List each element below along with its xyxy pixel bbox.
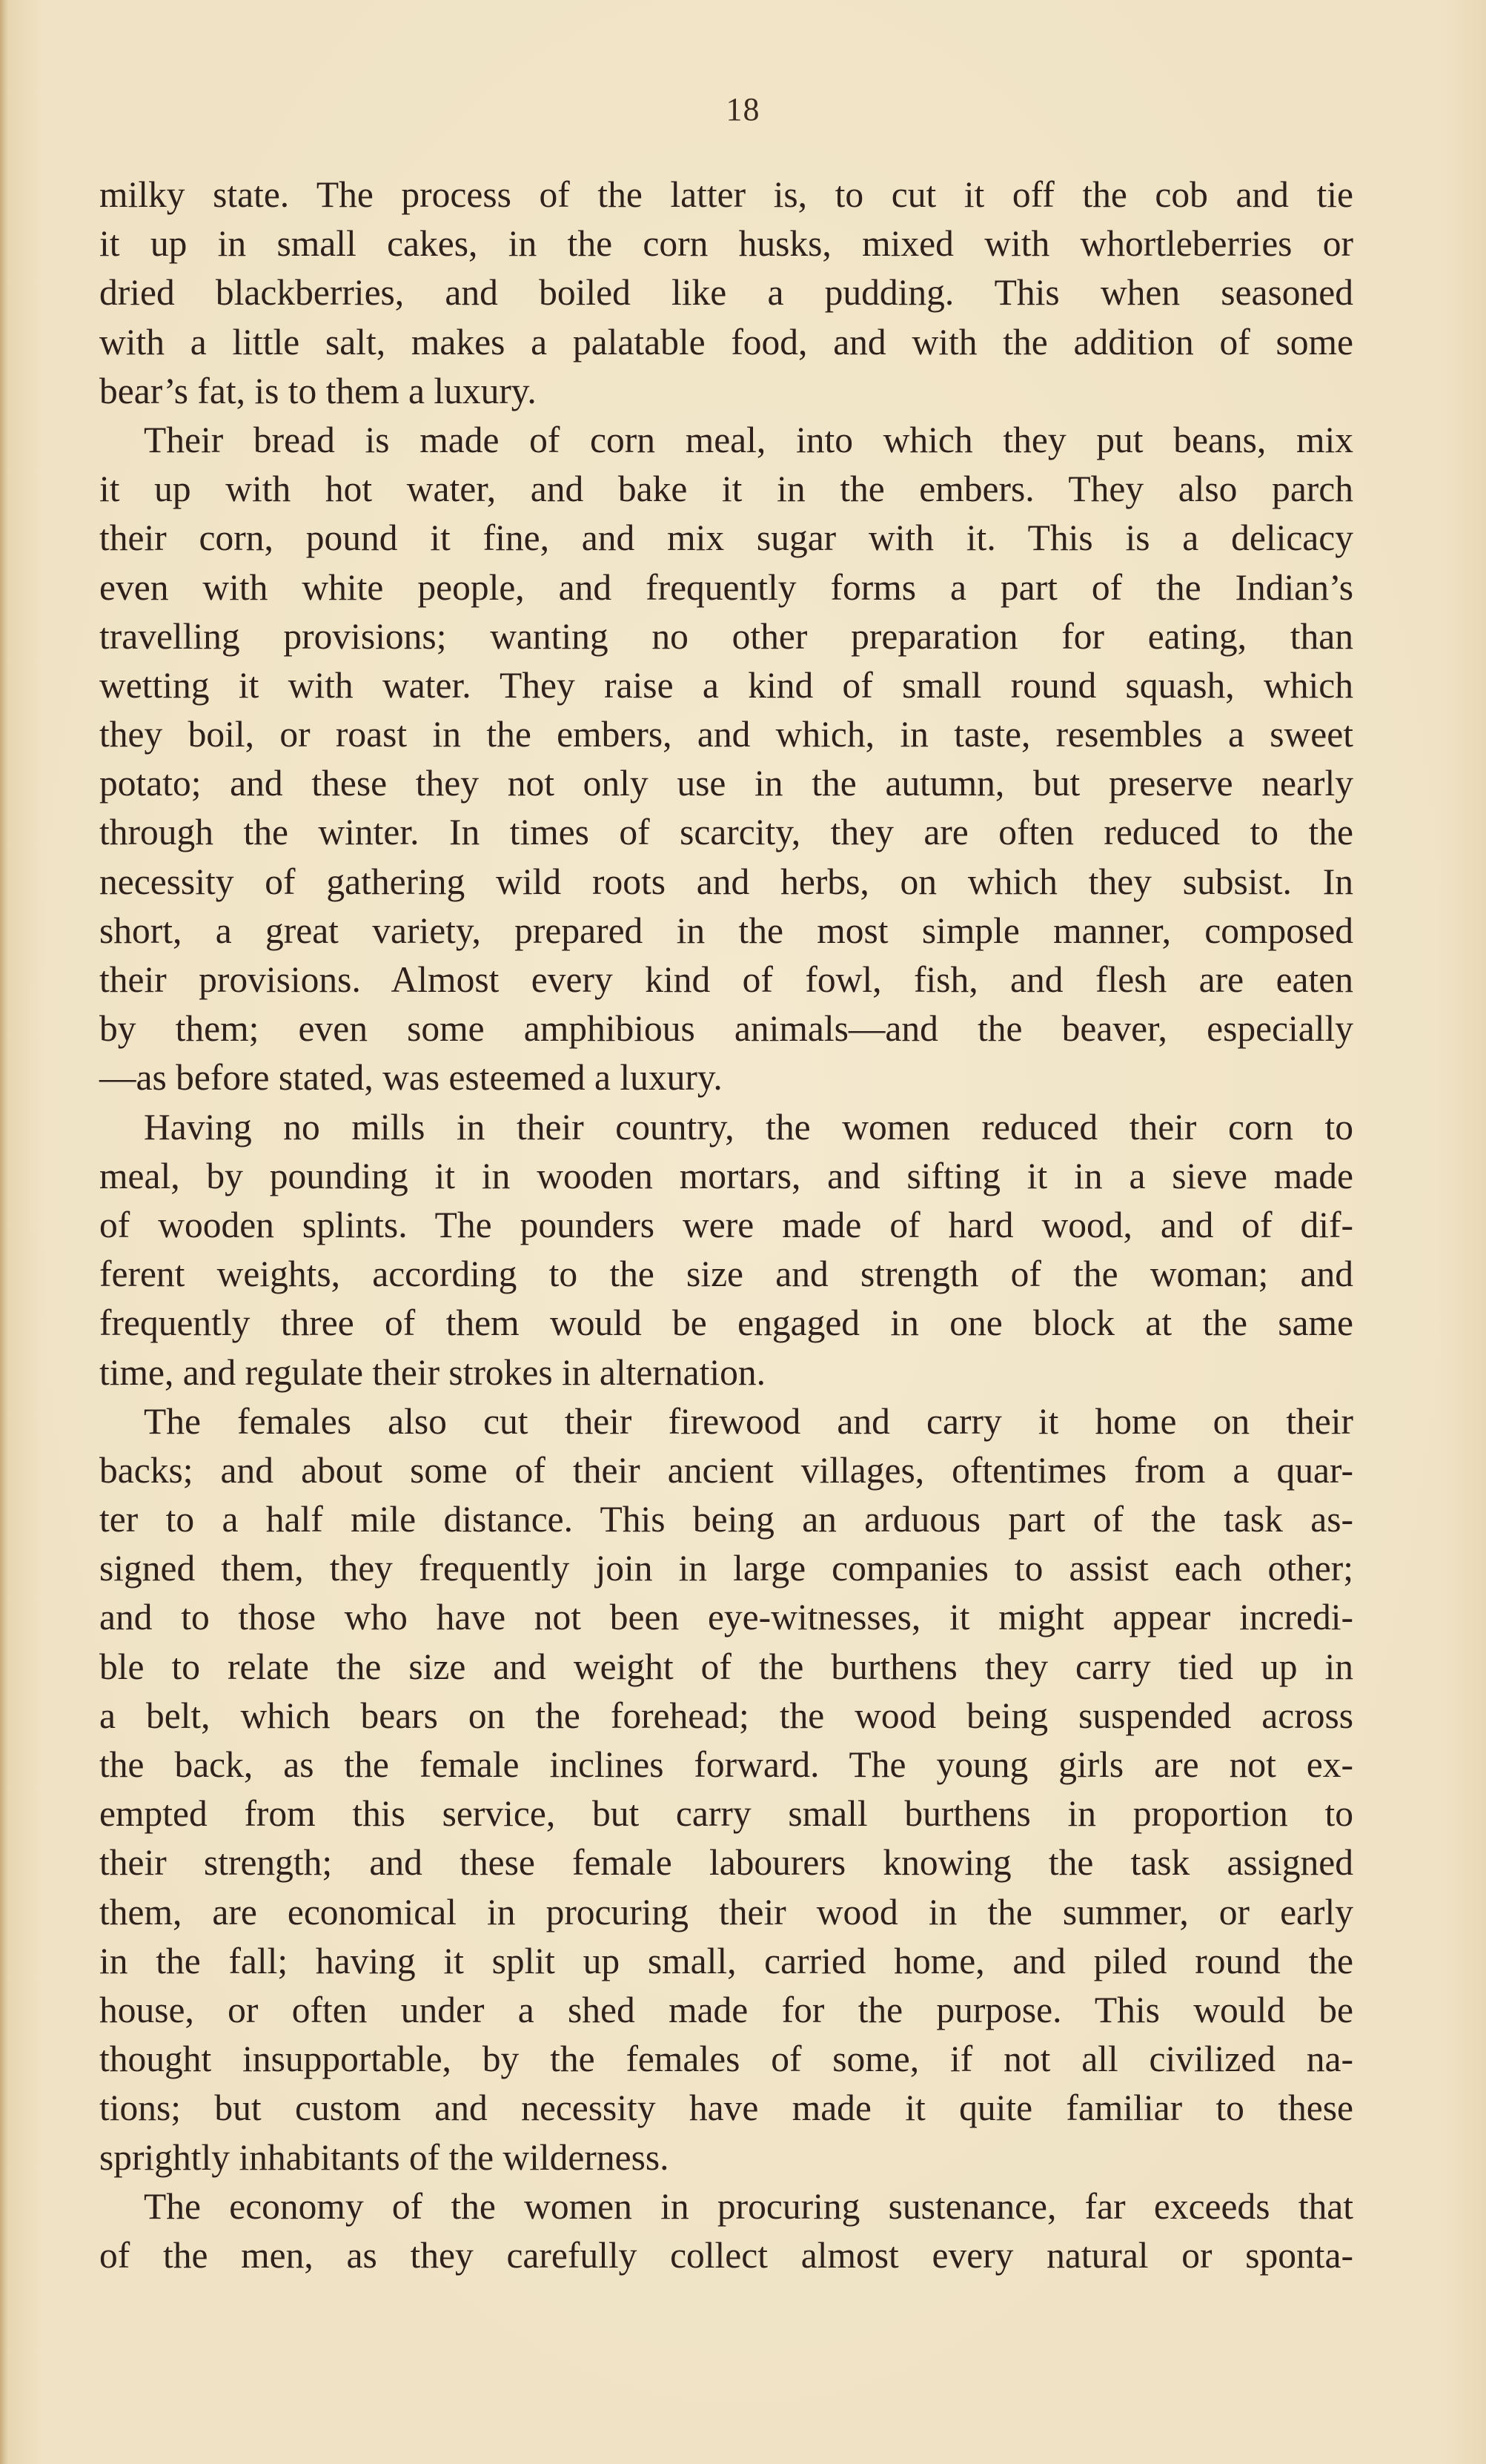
text-line: signed them, they frequently join in large companies to assist each other; <box>99 1548 1353 1589</box>
text-line: tions; but custom and necessity have made it quite familiar to these <box>99 2087 1353 2129</box>
text-line: of wooden splints. The pounders were made of hard wood, and of dif- <box>99 1204 1353 1245</box>
body-text <box>99 170 1353 2280</box>
text-line: thought insupportable, by the females of some, if not all civilized na- <box>99 2039 1353 2080</box>
text-line: necessity of gathering wild roots and herbs, on which they subsist. In <box>99 861 1353 902</box>
text-line: by them; even some amphibious animals—and the beaver, especially <box>99 1008 1353 1050</box>
text-line: wetting it with water. They raise a kind of small round squash, which <box>99 664 1353 706</box>
text-line: —as before stated, was esteemed a luxury. <box>99 1057 723 1099</box>
text-line: empted from this service, but carry small burthens in proportion to <box>99 1793 1353 1835</box>
text-line: The economy of the women in procuring sustenance, far exceeds that <box>144 2185 1353 2227</box>
text-line: a belt, which bears on the forehead; the wood being suspended across <box>99 1695 1353 1736</box>
text-line: the back, as the female inclines forward. The young girls are not ex- <box>99 1744 1353 1785</box>
text-line: they boil, or roast in the embers, and which, in taste, resembles a sweet <box>99 714 1353 755</box>
text-line: milky state. The process of the latter is, to cut it off the cob and tie <box>99 174 1353 215</box>
text-line: bear’s fat, is to them a luxury. <box>99 370 537 411</box>
text-line: ble to relate the size and weight of the burthens they carry tied up in <box>99 1646 1353 1687</box>
text-line: sprightly inhabitants of the wilderness. <box>99 2136 669 2178</box>
text-line: them, are economical in procuring their wood in the summer, or early <box>99 1891 1353 1933</box>
text-line: Having no mills in their country, the women reduced their corn to <box>144 1106 1353 1147</box>
text-line: house, or often under a shed made for the purpose. This would be <box>99 1989 1353 2030</box>
text-line: short, a great variety, prepared in the most simple manner, composed <box>99 910 1353 951</box>
text-line: and to those who have not been eye-witnesses, it might appear incredi- <box>99 1597 1353 1638</box>
text-line: ter to a half mile distance. This being an arduous part of the task as- <box>99 1499 1353 1540</box>
text-line: through the winter. In times of scarcity, they are often reduced to the <box>99 812 1353 853</box>
text-line: their provisions. Almost every kind of fowl, fish, and flesh are eaten <box>99 959 1353 1000</box>
text-line: their strength; and these female labourers knowing the task assigned <box>99 1842 1353 1884</box>
binding-edge <box>0 0 7 2464</box>
text-line: backs; and about some of their ancient villages, oftentimes from a quar- <box>99 1449 1353 1491</box>
text-line: Their bread is made of corn meal, into which they put beans, mix <box>144 419 1353 460</box>
text-line: The females also cut their firewood and carry it home on their <box>144 1400 1353 1442</box>
text-line: frequently three of them would be engaged in one block at the same <box>99 1302 1353 1344</box>
text-line: it up with hot water, and bake it in the embers. They also parch <box>99 468 1353 510</box>
text-line: ferent weights, according to the size and strength of the woman; and <box>99 1253 1353 1295</box>
page-number: 18 <box>726 91 760 127</box>
text-line: travelling provisions; wanting no other preparation for eating, than <box>99 615 1353 657</box>
text-line: their corn, pound it fine, and mix sugar with it. This is a delicacy <box>99 517 1353 559</box>
text-line: dried blackberries, and boiled like a pudding. This when seasoned <box>99 272 1353 314</box>
text-line: time, and regulate their strokes in alternation. <box>99 1351 766 1393</box>
text-line: it up in small cakes, in the corn husks, mixed with whortleberries or <box>99 223 1353 265</box>
text-line: meal, by pounding it in wooden mortars, and sifting it in a sieve made <box>99 1155 1353 1196</box>
text-line: with a little salt, makes a palatable food, and with the addition of some <box>99 321 1353 362</box>
text-line: potato; and these they not only use in the autumn, but preserve nearly <box>99 763 1353 804</box>
text-line: in the fall; having it split up small, carried home, and piled round the <box>99 1940 1353 1981</box>
text-line: even with white people, and frequently forms a part of the Indian’s <box>99 566 1353 608</box>
text-line: of the men, as they carefully collect almost every natural or sponta- <box>99 2234 1353 2276</box>
